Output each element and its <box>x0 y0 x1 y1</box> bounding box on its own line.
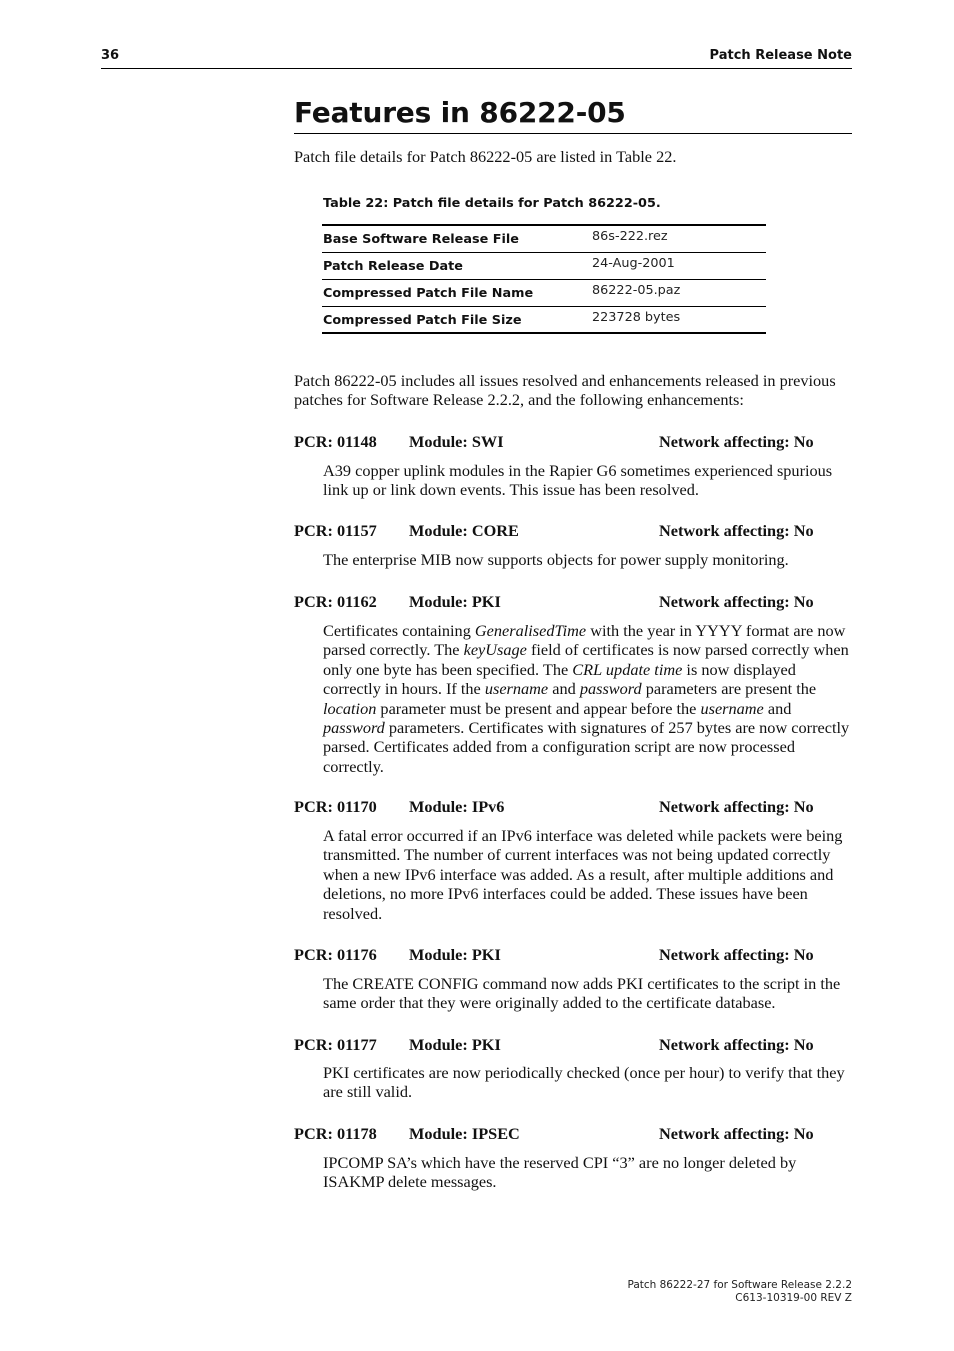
pcr-module: Module: PKI <box>409 945 501 964</box>
row-value: 24-Aug-2001 <box>592 256 675 271</box>
row-label: Compressed Patch File Size <box>323 313 522 328</box>
pcr-module: Module: IPv6 <box>409 797 505 816</box>
table-caption: Table 22: Patch file details for Patch 86222-05. <box>323 196 661 211</box>
pcr-number: PCR: 01170 <box>294 797 377 816</box>
pcr-number: PCR: 01178 <box>294 1124 377 1143</box>
pcr-network-affecting: Network affecting: No <box>659 432 814 451</box>
term-crl-update-time: CRL update time <box>572 659 683 679</box>
page-footer <box>627 1279 852 1304</box>
table-row <box>322 253 766 280</box>
pcr-heading <box>294 1124 854 1144</box>
footer-doc-id: C613-10319-00 REV Z <box>735 1291 852 1304</box>
patch-details-table <box>322 224 766 334</box>
table-row <box>322 280 766 307</box>
pcr-network-affecting: Network affecting: No <box>659 797 814 816</box>
pcr-module: Module: IPSEC <box>409 1124 520 1143</box>
pcr-number: PCR: 01157 <box>294 521 377 540</box>
term-location: location <box>323 698 377 718</box>
term-generalisedtime: GeneralisedTime <box>474 621 587 640</box>
pcr-network-affecting: Network affecting: No <box>659 592 814 611</box>
term-username: username <box>484 679 549 699</box>
pcr-module: Module: SWI <box>409 432 504 451</box>
pcr-module: Module: PKI <box>409 592 501 611</box>
pcr-heading <box>294 1035 854 1055</box>
pcr-number: PCR: 01148 <box>294 432 377 451</box>
pcr-network-affecting: Network affecting: No <box>659 945 814 964</box>
row-label: Base Software Release File <box>323 232 519 247</box>
pcr-heading <box>294 797 854 817</box>
section-heading: Features in 86222-05 <box>294 96 852 134</box>
pcr-heading <box>294 945 854 965</box>
pcr-description: A39 copper uplink modules in the Rapier G6 sometimes experienced spurious link up or link down events. This issue has been resolved. <box>323 461 833 500</box>
term-password: password <box>323 718 385 738</box>
row-value: 86s-222.rez <box>592 229 668 244</box>
row-label: Compressed Patch File Name <box>323 286 534 301</box>
pcr-number: PCR: 01162 <box>294 592 377 611</box>
pcr-heading <box>294 592 854 612</box>
table-row <box>322 226 766 253</box>
footer-patch-line: Patch 86222-27 for Software Release 2.2.2 <box>627 1279 852 1291</box>
term-password: password <box>579 679 642 699</box>
page-header <box>101 48 852 69</box>
running-title: Patch Release Note <box>709 48 852 63</box>
term-username: username <box>700 698 764 718</box>
pcr-description: PKI certificates are now periodically checked (once per hour) to verify that they are still valid. <box>323 1063 845 1102</box>
pcr-description: Certificates containing GeneralisedTime with the year in YYYY format are now parsed correctly. The keyUsage field of certificates is now parsed correctly when only one byte has been specified. The CRL update time is now displayed correctly in hours. If the username and password parameters are present the location parameter must be present and appear before the username and password parameters. Certificates with signatures of 257 bytes are now correctly parsed. Certificates added from a configuration script are now processed correctly. <box>323 621 850 776</box>
pcr-heading <box>294 432 854 452</box>
pcr-network-affecting: Network affecting: No <box>659 521 814 540</box>
term-keyusage: keyUsage <box>463 640 527 660</box>
intro-paragraph: Patch file details for Patch 86222-05 are listed in Table 22. <box>294 147 677 166</box>
row-value: 223728 bytes <box>592 310 681 325</box>
table-row <box>322 307 766 334</box>
pcr-number: PCR: 01177 <box>294 1035 377 1054</box>
pcr-heading <box>294 521 854 541</box>
pcr-module: Module: CORE <box>409 521 519 540</box>
pcr-module: Module: PKI <box>409 1035 501 1054</box>
pcr-network-affecting: Network affecting: No <box>659 1035 814 1054</box>
pcr-network-affecting: Network affecting: No <box>659 1124 814 1143</box>
pcr-description: The CREATE CONFIG command now adds PKI certificates to the script in the same order that they were originally added to the certificate database. <box>323 974 841 1013</box>
pcr-description: The enterprise MIB now supports objects for power supply monitoring. <box>323 550 789 569</box>
pcr-description: IPCOMP SA’s which have the reserved CPI “3” are no longer deleted by ISAKMP delete messages. <box>323 1153 797 1192</box>
row-label: Patch Release Date <box>323 259 463 274</box>
pcr-description: A fatal error occurred if an IPv6 interface was deleted while packets were being transmitted. The number of current interfaces was not being updated correctly when a new IPv6 interface was added. As a result, after multiple additions and deletions, no more IPv6 interfaces could be added. These issues have been resolved. <box>323 826 843 923</box>
row-value: 86222-05.paz <box>592 283 681 298</box>
page-number: 36 <box>101 48 120 63</box>
pcr-number: PCR: 01176 <box>294 945 377 964</box>
summary-paragraph: Patch 86222-05 includes all issues resolved and enhancements released in previous patches for Software Release 2.2.2, and the following enhancements: <box>294 371 836 410</box>
